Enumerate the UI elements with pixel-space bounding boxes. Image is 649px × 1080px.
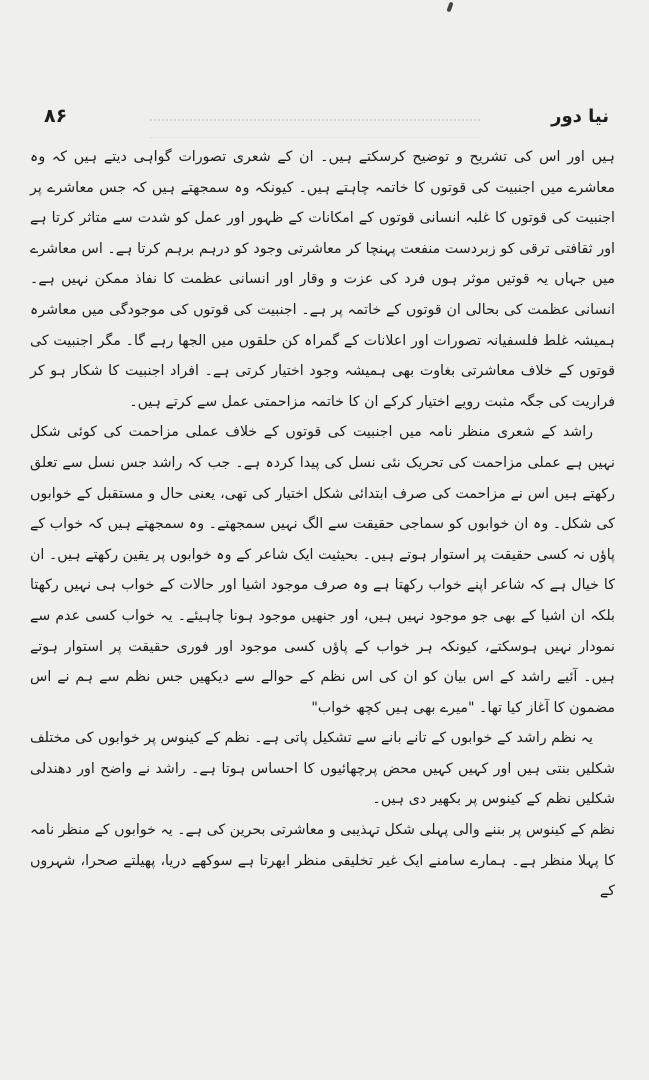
paragraph: راشد کے شعری منظر نامہ میں اجنبیت کی قوتوں کے خلاف عملی مزاحمت کی کوئی شکل نہیں ہے عملی مزاحمت کی تحریک نئی نسل کی پیدا کردہ ہے۔ جب کہ راشد جس نسل سے تعلق رکھتے ہیں اس نے مزاحمت کی صرف ابتدائی شکل اختیار کی تھی، یعنی حال و مستقبل کے خوابوں کی شکل۔ وہ ان خوابوں کو سماجی حقیقت سے الگ نہیں سمجھتے۔ وہ سمجھتے ہیں کہ خواب کے پاؤں نہ کسی حقیقت پر استوار ہوتے ہیں۔ بحیثیت ایک شاعر کے وہ خوابوں پر یقین رکھتے ہیں۔ ان کا خیال ہے کہ شاعر اپنے خواب رکھتا ہے وہ صرف موجود اشیا اور حالات کے خواب ہی نہیں رکھتا بلکہ ان اشیا کے بھی جو موجود نہیں ہیں، اور جنھیں موجود ہونا چاہیئے۔ یہ خواب کسی عدم سے نمودار نہیں ہوسکتے، کیونکہ ہر خواب کے پاؤں کسی موجود اور فوری حقیقت پر استوار ہوتے ہیں۔ آئیے راشد کے اس بیان کو ان کی اس نظم کے حوالے سے دیکھیں جس نظم سے ہم نے اس مضمون کا آغاز کیا تھا۔ "میرے بھی ہیں کچھ خواب": [30, 424, 615, 716]
article-body: [30, 142, 615, 907]
running-title: نیا دور: [551, 105, 609, 127]
paragraph: نظم کے کینوس پر بننے والی پہلی شکل تہذیبی و معاشرتی بحرین کی ہے۔ یہ خوابوں کے منظر نامہ کا پہلا منظر ہے۔ ہمارے سامنے ایک غیر تخلیقی منظر ابھرتا ہے سوکھے دریا، پھیلتے صحرا، شہروں کے: [30, 822, 615, 900]
bleed-through-strip: [150, 119, 480, 138]
page-number: ۸۶: [44, 105, 68, 127]
paragraph: یہ نظم راشد کے خوابوں کے تانے بانے سے تشکیل پاتی ہے۔ نظم کے کینوس پر خوابوں کی مختلف شکلیں بنتی ہیں اور کہیں کہیں محض پرچھائیوں کا احساس ہوتا ہے۔ راشد نے واضح اور دھندلی شکلیں نظم کے کینوس پر بکھیر دی ہیں۔: [30, 730, 615, 808]
ink-mark: [446, 2, 453, 13]
paragraph: ہیں اور اس کی تشریح و توضیح کرسکتے ہیں۔ ان کے شعری تصورات گواہی دیتے ہیں کہ وہ معاشرے میں اجنبیت کی قوتوں کا خاتمہ چاہتے ہیں۔ کیونکہ وہ سمجھتے ہیں کہ جس معاشرے پر اجنبیت کی قوتوں کا غلبہ انسانی قوتوں کے امکانات کے ظہور اور عمل کو شدت سے متاثر کرتا ہے اور ثقافتی ترقی کو زبردست منفعت پہنچا کر معاشرتی وجود کو درہم برہم کرتا ہے۔ اس معاشرے میں جہاں یہ قوتیں موثر ہوں فرد کی عزت و وقار اور انسانی عظمت کا نفاذ ممکن نہیں ہے۔ انسانی عظمت کی بحالی ان قوتوں کے خاتمہ پر ہے۔ اجنبیت کی قوتوں کی موجودگی میں معاشرہ ہمیشہ غلط فلسفیانہ تصورات اور اعلانات کے گمراہ کن حلقوں میں الجھا رہے گا۔ مگر اجنبیت کی قوتوں کے خلاف معاشرتی بغاوت بھی ہمیشہ وجود اختیار کرتی ہے۔ افراد اجنبیت کا شکار ہو کر فراریت کی جگہ مثبت رویے اختیار کرکے ان کا خاتمہ مزاحمتی عمل سے کرتے ہیں۔: [30, 149, 615, 410]
